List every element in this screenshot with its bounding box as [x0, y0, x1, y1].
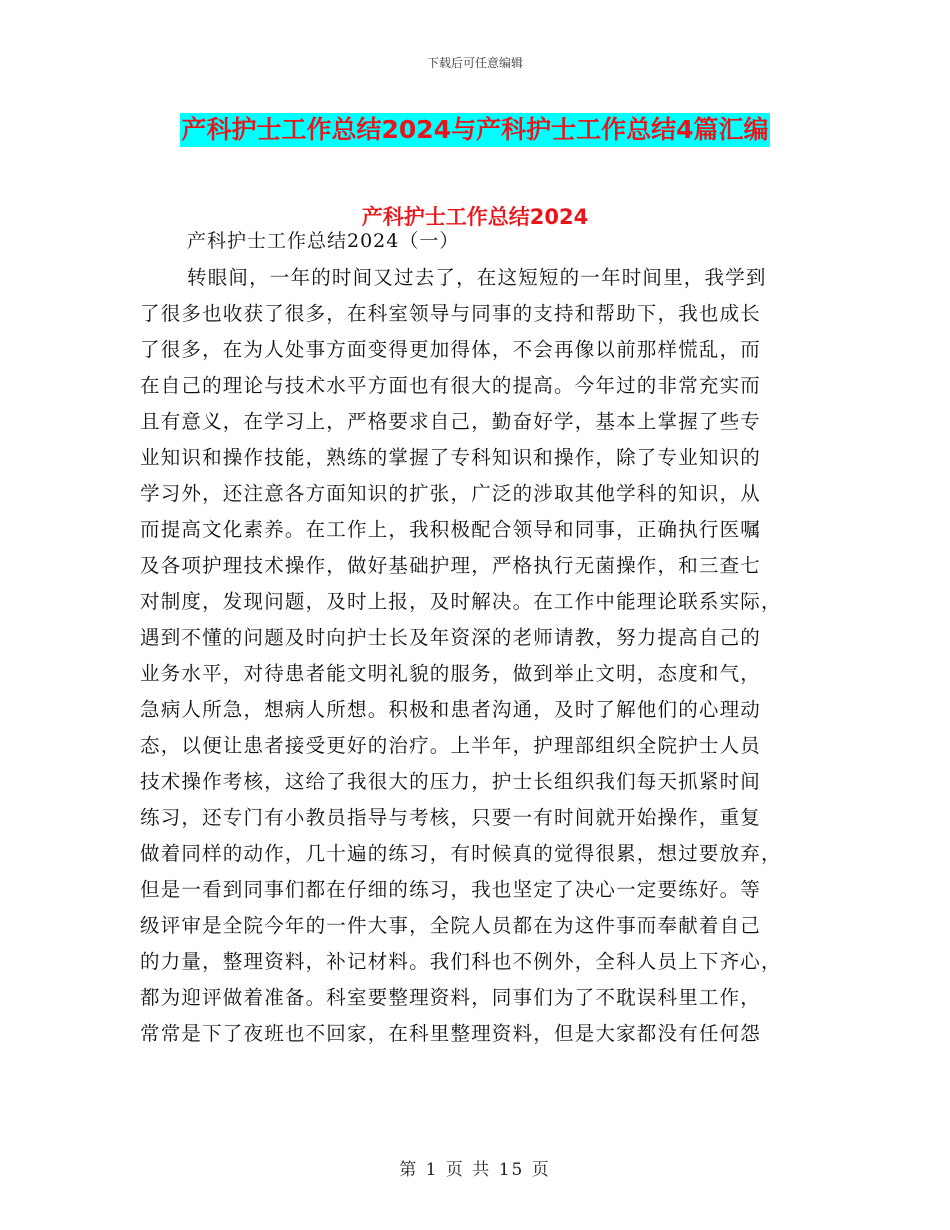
body-line: 做着同样的动作，几十遍的练习，有时候真的觉得很累，想过要放弃， [140, 842, 782, 865]
body-line: 急病人所急，想病人所想。积极和患者沟通，及时了解他们的心理动 [140, 698, 762, 721]
main-title-container [0, 113, 950, 147]
body-line: 且有意义，在学习上，严格要求自己，勤奋好学，基本上掌握了些专 [140, 410, 762, 433]
body-line: 转眼间，一年的时间又过去了，在这短短的一年时间里，我学到 [187, 266, 767, 289]
body-line: 技术操作考核，这给了我很大的压力，护士长组织我们每天抓紧时间 [140, 770, 762, 793]
header-note: 下载后可任意编辑 [426, 56, 523, 70]
body-text [140, 260, 810, 1052]
body-line: 及各项护理技术操作，做好基础护理，严格执行无菌操作，和三查七 [140, 554, 762, 577]
body-line: 遇到不懂的问题及时向护士长及年资深的老师请教，努力提高自己的 [140, 626, 762, 649]
body-line: 练习，还专门有小教员指导与考核，只要一有时间就开始操作，重复 [140, 806, 762, 829]
body-line: 学习外，还注意各方面知识的扩张，广泛的涉取其他学科的知识，从 [140, 482, 762, 505]
section-heading: 产科护士工作总结2024（一） [187, 230, 460, 252]
body-line: 常常是下了夜班也不回家，在科里整理资料，但是大家都没有任何怨 [140, 1022, 762, 1045]
body-line: 了很多也收获了很多，在科室领导与同事的支持和帮助下，我也成长 [140, 302, 762, 325]
body-line: 业务水平，对待患者能文明礼貌的服务，做到举止文明，态度和气， [140, 662, 762, 685]
page-indicator: 第 1 页 共 15 页 [399, 1160, 551, 1180]
body-line: 的力量，整理资料，补记材料。我们科也不例外，全科人员上下齐心， [140, 950, 782, 973]
body-line: 态，以便让患者接受更好的治疗。上半年，护理部组织全院护士人员 [140, 734, 762, 757]
body-line: 级评审是全院今年的一件大事，全院人员都在为这件事而奉献着自己 [140, 914, 762, 937]
main-title: 产科护士工作总结2024与产科护士工作总结4篇汇编 [180, 113, 771, 147]
body-line: 了很多，在为人处事方面变得更加得体，不会再像以前那样慌乱，而 [140, 338, 762, 361]
body-line: 在自己的理论与技术水平方面也有很大的提高。今年过的非常充实而 [140, 374, 762, 397]
body-line: 业知识和操作技能，熟练的掌握了专科知识和操作，除了专业知识的 [140, 446, 762, 469]
body-line: 对制度，发现问题，及时上报，及时解决。在工作中能理论联系实际， [140, 590, 782, 613]
sub-title: 产科护士工作总结2024 [361, 205, 589, 229]
body-line: 但是一看到同事们都在仔细的练习，我也坚定了决心一定要练好。等 [140, 878, 762, 901]
body-line: 而提高文化素养。在工作上，我积极配合领导和同事，正确执行医嘱 [140, 518, 762, 541]
body-line: 都为迎评做着准备。科室要整理资料，同事们为了不耽误科里工作， [140, 986, 762, 1009]
